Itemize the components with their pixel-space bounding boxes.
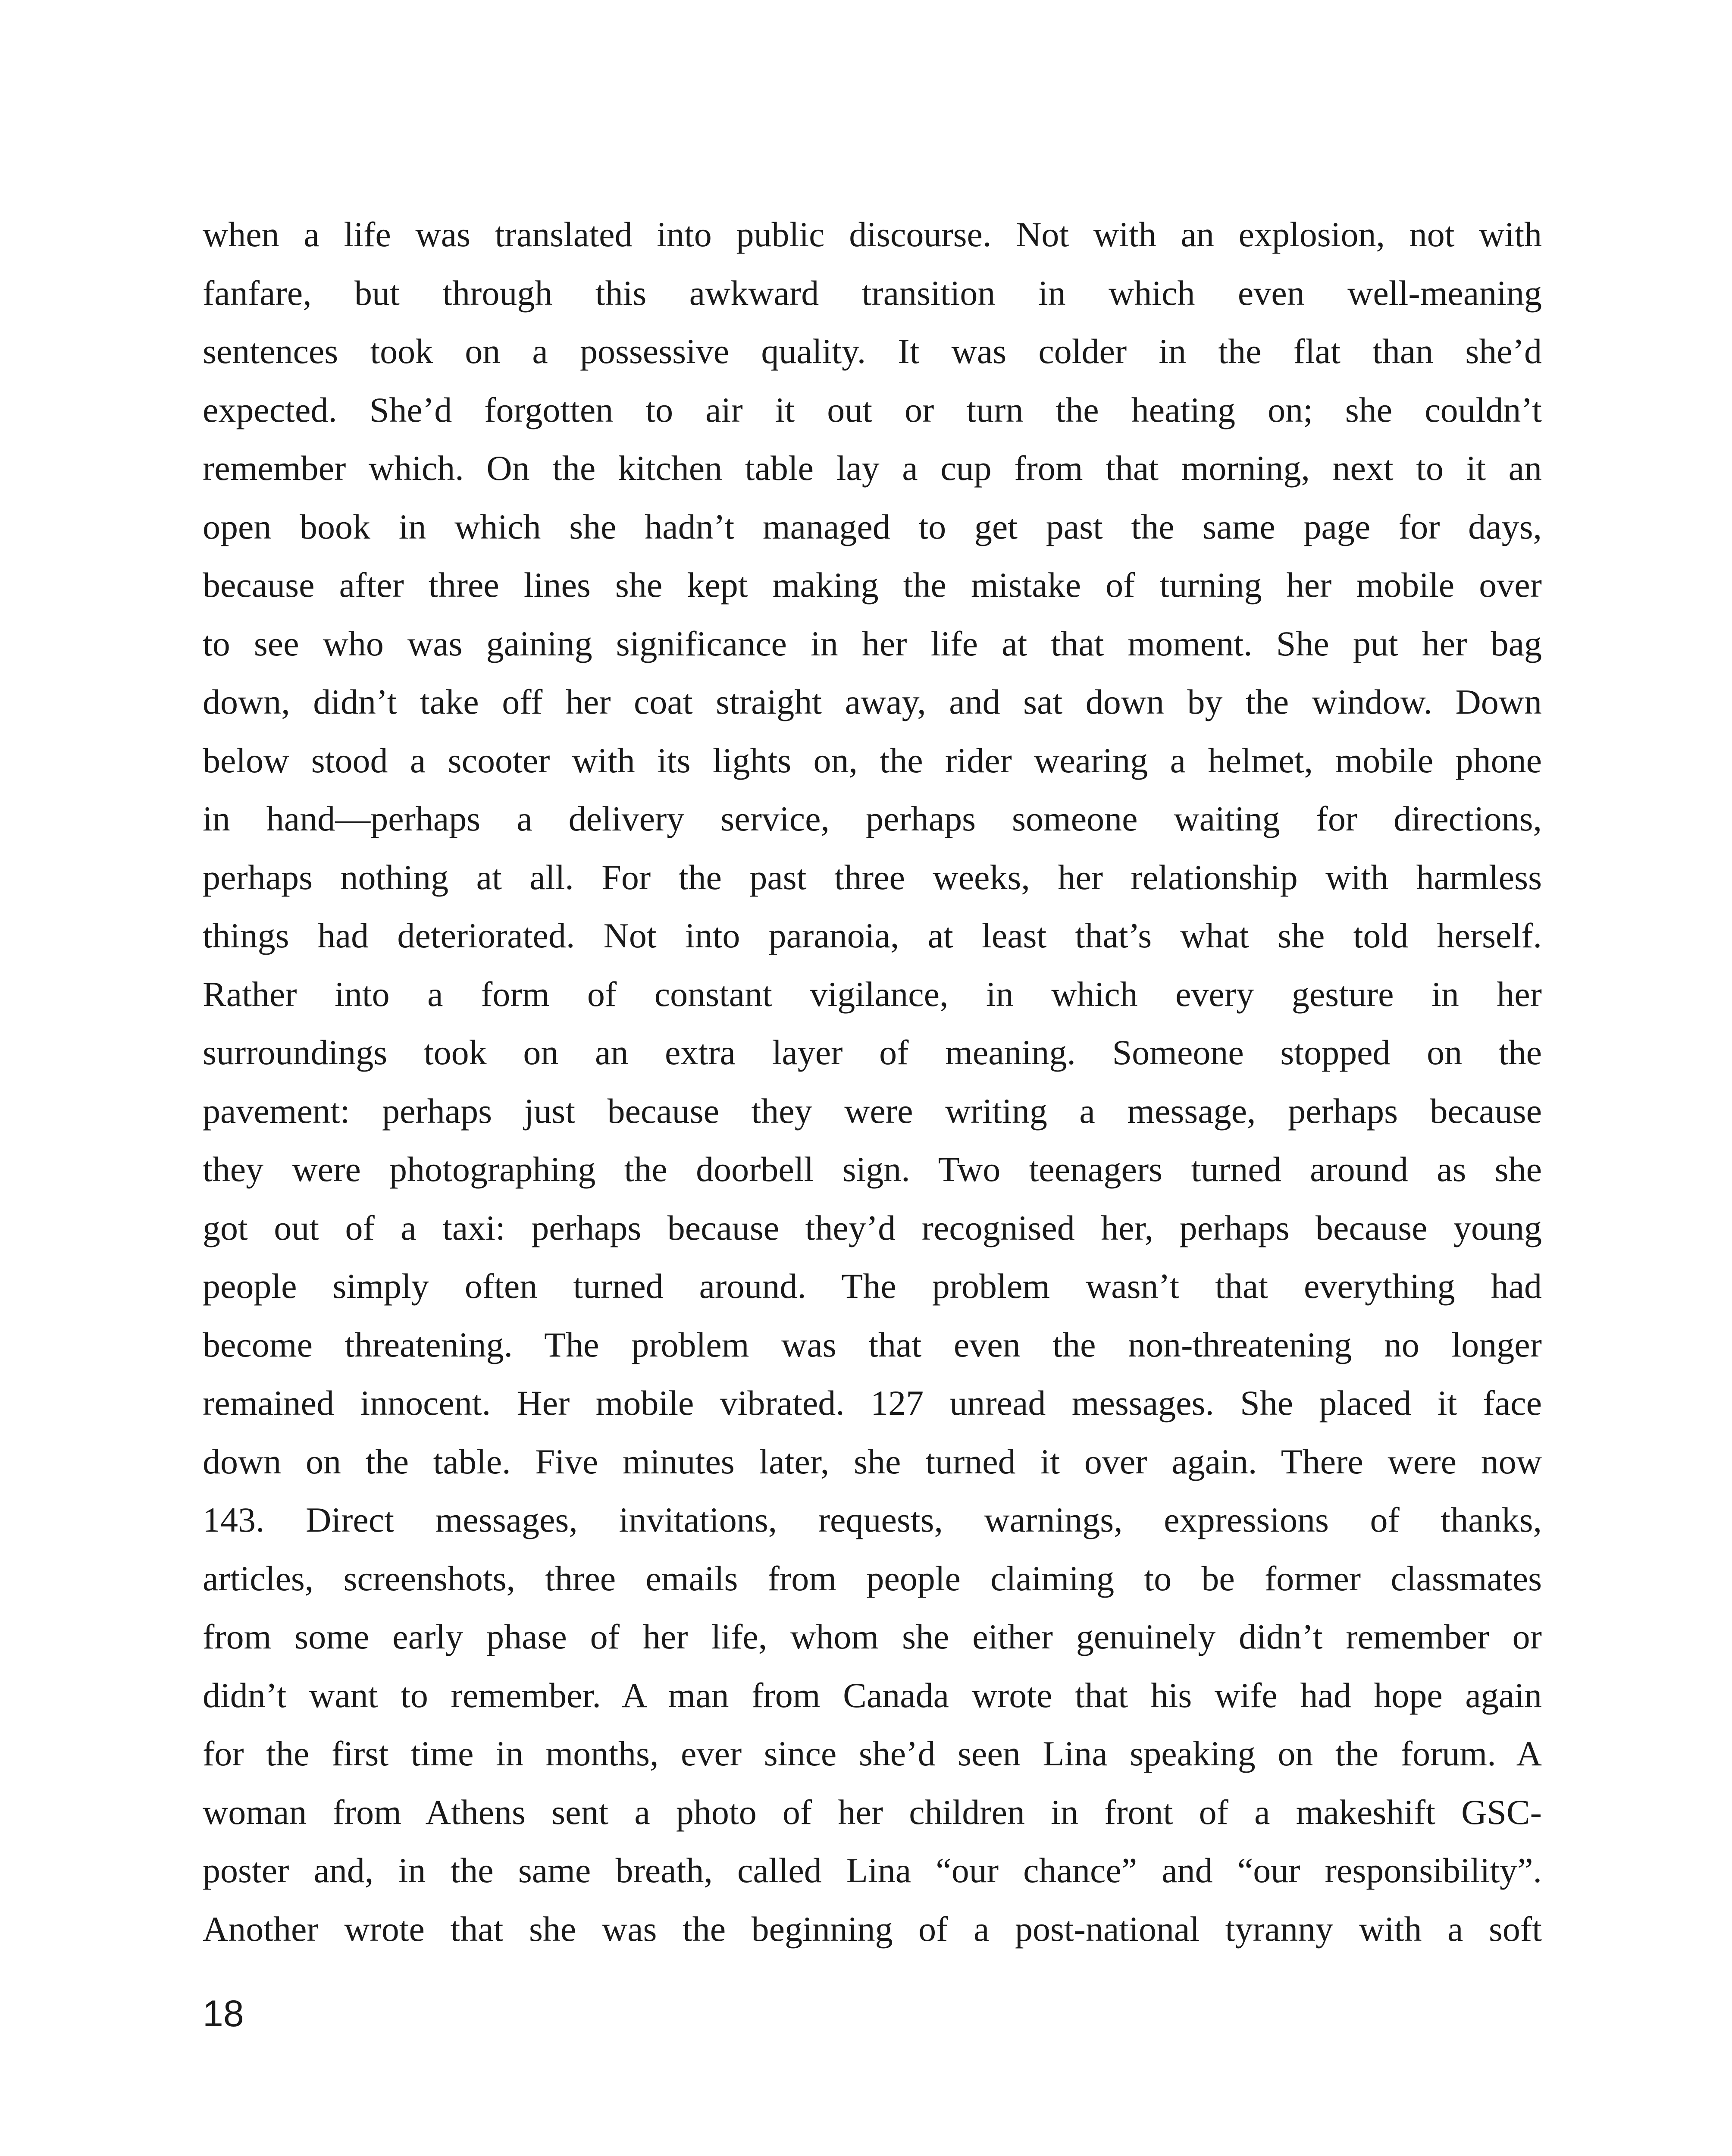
text-line: remember which. On the kitchen table lay a cup from that morning, next to it an [203,448,1542,488]
text-line: Another wrote that she was the beginning of a post-national tyranny with a soft [203,1909,1542,1949]
text-line: sentences took on a possessive quality. It was colder in the flat than she’d [203,332,1542,371]
text-line: open book in which she hadn’t managed to get past the same page for days, [203,507,1542,546]
text-line: articles, screenshots, three emails from people claiming to be former classmates [203,1558,1542,1598]
text-line: from some early phase of her life, whom she either genuinely didn’t remember or [203,1617,1542,1656]
body-text [203,205,1542,1958]
text-line: for the first time in months, ever since she’d seen Lina speaking on the forum. A [203,1734,1542,1773]
text-line: they were photographing the doorbell sign. Two teenagers turned around as she [203,1150,1542,1189]
text-line: when a life was translated into public discourse. Not with an explosion, not with [203,215,1542,254]
text-line: things had deteriorated. Not into paranoia, at least that’s what she told herself. [203,916,1542,955]
text-line: Rather into a form of constant vigilance, in which every gesture in her [203,974,1542,1014]
text-line: woman from Athens sent a photo of her children in front of a makeshift GSC- [203,1792,1542,1832]
text-line: in hand—perhaps a delivery service, perhaps someone waiting for directions, [203,799,1542,838]
text-line: to see who was gaining significance in her life at that moment. She put her bag [203,624,1542,663]
text-line: down on the table. Five minutes later, she turned it over again. There were now [203,1442,1542,1481]
text-line: become threatening. The problem was that even the non-threatening no longer [203,1325,1542,1364]
text-line: expected. She’d forgotten to air it out or turn the heating on; she couldn’t [203,390,1542,429]
page-number: 18 [203,1993,244,2034]
text-line: below stood a scooter with its lights on, the rider wearing a helmet, mobile phone [203,740,1542,780]
text-line: down, didn’t take off her coat straight away, and sat down by the window. Down [203,682,1542,721]
text-line: got out of a taxi: perhaps because they’d recognised her, perhaps because young [203,1208,1542,1247]
text-line: pavement: perhaps just because they were writing a message, perhaps because [203,1091,1542,1131]
text-line: because after three lines she kept making the mistake of turning her mobile over [203,565,1542,605]
text-line: 143. Direct messages, invitations, requests, warnings, expressions of thanks, [203,1500,1542,1539]
text-line: perhaps nothing at all. For the past three weeks, her relationship with harmless [203,857,1542,897]
text-line: didn’t want to remember. A man from Canada wrote that his wife had hope again [203,1675,1542,1715]
text-line: surroundings took on an extra layer of meaning. Someone stopped on the [203,1033,1542,1072]
text-line: remained innocent. Her mobile vibrated. 127 unread messages. She placed it face [203,1383,1542,1423]
text-line: people simply often turned around. The problem wasn’t that everything had [203,1266,1542,1306]
text-line: fanfare, but through this awkward transition in which even well-meaning [203,273,1542,313]
text-line: poster and, in the same breath, called Lina “our chance” and “our responsibility”. [203,1851,1542,1890]
